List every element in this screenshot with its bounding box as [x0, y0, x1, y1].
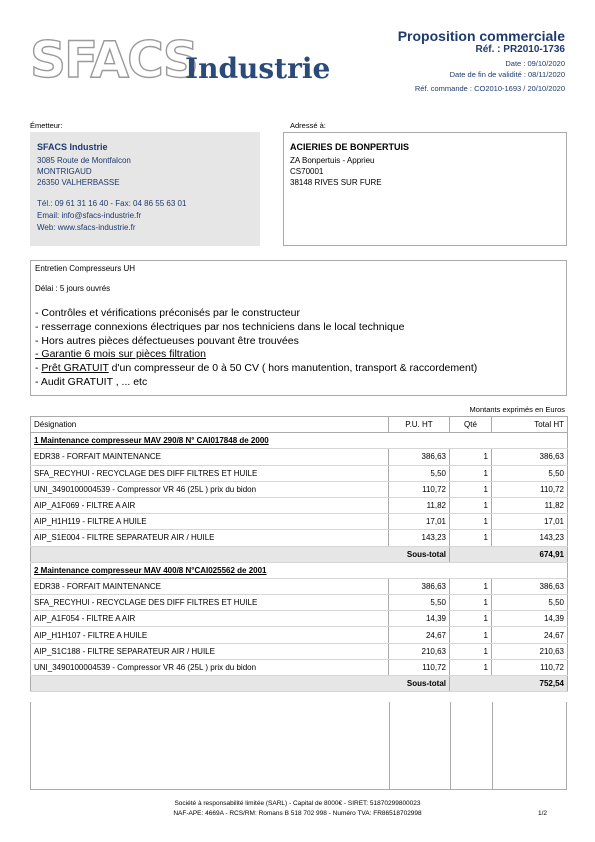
- currency-note: Montants exprimés en Euros: [469, 405, 565, 414]
- table-row: [31, 497, 568, 513]
- total-cell: 110,72: [492, 481, 568, 497]
- subtotal-label: Sous-total: [31, 676, 450, 692]
- warranty-note: - Garantie 6 mois sur pièces filtration: [35, 348, 206, 360]
- unit-price-cell: 210,63: [389, 643, 450, 659]
- document-date: Date : 09/10/2020: [505, 59, 565, 68]
- table-row: [31, 627, 568, 643]
- table-row: [31, 611, 568, 627]
- unit-price-cell: 14,39: [389, 611, 450, 627]
- total-cell: 5,50: [492, 595, 568, 611]
- loan-note: [35, 362, 477, 374]
- loan-suffix: d'un compresseur de 0 à 50 CV ( hors manutention, transport & raccordement): [108, 362, 478, 374]
- table-row: [31, 449, 568, 465]
- total-cell: 5,50: [492, 465, 568, 481]
- header-designation: Désignation: [31, 417, 389, 433]
- legal-footer-line: NAF-APE: 4669A - RCS/RM: Romans B 518 702 998 - Numéro TVA: FR86518702998: [173, 810, 422, 817]
- page-number: 1/2: [537, 810, 547, 817]
- table-header-row: [31, 417, 568, 433]
- designation-cell: AIP_S1C188 - FILTRE SEPARATEUR AIR / HUILE: [31, 643, 389, 659]
- emitter-address-line: MONTRIGAUD: [37, 167, 92, 176]
- quote-table: [30, 416, 568, 692]
- total-cell: 386,63: [492, 578, 568, 594]
- total-cell: 110,72: [492, 659, 568, 675]
- description-item: - Contrôles et vérifications préconisés par le constructeur: [35, 307, 300, 319]
- designation-cell: AIP_H1H107 - FILTRE A HUILE: [31, 627, 389, 643]
- quantity-cell: 1: [450, 578, 492, 594]
- quantity-cell: 1: [450, 449, 492, 465]
- description-item: - Hors autres pièces défectueuses pouvant être trouvées: [35, 335, 299, 347]
- total-cell: 14,39: [492, 611, 568, 627]
- designation-cell: EDR38 - FORFAIT MAINTENANCE: [31, 449, 389, 465]
- validity-date: Date de fin de validité : 08/11/2020: [449, 70, 565, 79]
- document-title: Proposition commerciale: [397, 28, 565, 44]
- designation-cell: EDR38 - FORFAIT MAINTENANCE: [31, 578, 389, 594]
- section-title: 1 Maintenance compresseur MAV 290/8 N° CAI017848 de 2000: [31, 433, 568, 449]
- column-divider: [492, 702, 493, 789]
- table-row: [31, 530, 568, 546]
- quantity-cell: 1: [450, 659, 492, 675]
- table-row: [31, 643, 568, 659]
- table-row: [31, 659, 568, 675]
- order-ref: Réf. commande : CO2010-1693 / 20/10/2020: [414, 84, 565, 93]
- logo-brand: SFACS: [30, 31, 197, 89]
- emitter-website: Web: www.sfacs-industrie.fr: [37, 223, 136, 232]
- designation-cell: AIP_H1H119 - FILTRE A HUILE: [31, 514, 389, 530]
- emitter-address-line: 3085 Route de Montfalcon: [37, 156, 131, 165]
- designation-cell: AIP_A1F054 - FILTRE A AIR: [31, 611, 389, 627]
- unit-price-cell: 17,01: [389, 514, 450, 530]
- subtotal-row: [31, 676, 568, 692]
- designation-cell: UNI_3490100004539 - Compressor VR 46 (25L ) prix du bidon: [31, 481, 389, 497]
- designation-cell: AIP_A1F069 - FILTRE A AIR: [31, 497, 389, 513]
- legal-footer-line: Société à responsabilité limitée (SARL) - Capital de 8000€ - SIRET: 51870299800023: [174, 800, 421, 807]
- header-quantity: Qté: [450, 417, 492, 433]
- table-row: [31, 578, 568, 594]
- table-empty-area: [30, 702, 567, 790]
- addressee-label: Adressé à:: [290, 121, 326, 130]
- quantity-cell: 1: [450, 514, 492, 530]
- addressee-address-line: ZA Bonpertuis - Apprieu: [290, 156, 375, 165]
- designation-cell: UNI_3490100004539 - Compressor VR 46 (25L ) prix du bidon: [31, 659, 389, 675]
- total-cell: 386,63: [492, 449, 568, 465]
- quantity-cell: 1: [450, 627, 492, 643]
- table-row: [31, 481, 568, 497]
- section-title-row: [31, 562, 568, 578]
- description-box: [30, 260, 567, 396]
- header-total: Total HT: [492, 417, 568, 433]
- emitter-label: Émetteur:: [30, 121, 63, 130]
- addressee-address-line: CS70001: [290, 167, 324, 176]
- description-item: - resserrage connexions électriques par nos techniciens dans le local technique: [35, 321, 405, 333]
- addressee-name: ACIERIES DE BONPERTUIS: [290, 142, 410, 152]
- quantity-cell: 1: [450, 497, 492, 513]
- subtotal-value: 674,91: [450, 546, 568, 562]
- table-row: [31, 595, 568, 611]
- unit-price-cell: 143,23: [389, 530, 450, 546]
- quantity-cell: 1: [450, 530, 492, 546]
- emitter-phone: Tél.: 09 61 31 16 40 - Fax: 04 86 55 63 01: [37, 199, 187, 208]
- unit-price-cell: 386,63: [389, 449, 450, 465]
- unit-price-cell: 110,72: [389, 659, 450, 675]
- subtotal-value: 752,54: [450, 676, 568, 692]
- designation-cell: SFA_RECYHUI - RECYCLAGE DES DIFF FILTRES ET HUILE: [31, 595, 389, 611]
- unit-price-cell: 5,50: [389, 595, 450, 611]
- loan-free-label: Prêt GRATUIT: [41, 362, 109, 374]
- document-ref: Réf. : PR2010-1736: [475, 44, 565, 55]
- designation-cell: AIP_S1E004 - FILTRE SEPARATEUR AIR / HUILE: [31, 530, 389, 546]
- table-row: [31, 514, 568, 530]
- column-divider: [389, 702, 390, 789]
- quantity-cell: 1: [450, 643, 492, 659]
- quantity-cell: 1: [450, 611, 492, 627]
- addressee-address-line: 38148 RIVES SUR FURE: [290, 178, 382, 187]
- emitter-name: SFACS Industrie: [37, 142, 108, 152]
- description-title: Entretien Compresseurs UH: [35, 264, 136, 273]
- header-unit-price: P.U. HT: [389, 417, 450, 433]
- total-cell: 17,01: [492, 514, 568, 530]
- logo-suffix: Industrie: [185, 52, 331, 85]
- audit-note: - Audit GRATUIT , ... etc: [35, 376, 148, 388]
- total-cell: 210,63: [492, 643, 568, 659]
- column-divider: [450, 702, 451, 789]
- addressee-box: [283, 132, 567, 246]
- section-title-row: [31, 433, 568, 449]
- subtotal-row: [31, 546, 568, 562]
- unit-price-cell: 110,72: [389, 481, 450, 497]
- loan-prefix: -: [35, 362, 42, 374]
- total-cell: 143,23: [492, 530, 568, 546]
- emitter-box: [30, 132, 260, 246]
- designation-cell: SFA_RECYHUI - RECYCLAGE DES DIFF FILTRES ET HUILE: [31, 465, 389, 481]
- unit-price-cell: 5,50: [389, 465, 450, 481]
- unit-price-cell: 11,82: [389, 497, 450, 513]
- total-cell: 11,82: [492, 497, 568, 513]
- unit-price-cell: 24,67: [389, 627, 450, 643]
- subtotal-label: Sous-total: [31, 546, 450, 562]
- emitter-email: Email: info@sfacs-industrie.fr: [37, 211, 142, 220]
- company-logo: [30, 31, 331, 89]
- unit-price-cell: 386,63: [389, 578, 450, 594]
- quantity-cell: 1: [450, 481, 492, 497]
- quantity-cell: 1: [450, 595, 492, 611]
- emitter-address-line: 26350 VALHERBASSE: [37, 178, 120, 187]
- quantity-cell: 1: [450, 465, 492, 481]
- total-cell: 24,67: [492, 627, 568, 643]
- section-title: 2 Maintenance compresseur MAV 400/8 N°CAI025562 de 2001: [31, 562, 568, 578]
- table-row: [31, 465, 568, 481]
- delivery-delay: Délai : 5 jours ouvrés: [35, 284, 111, 293]
